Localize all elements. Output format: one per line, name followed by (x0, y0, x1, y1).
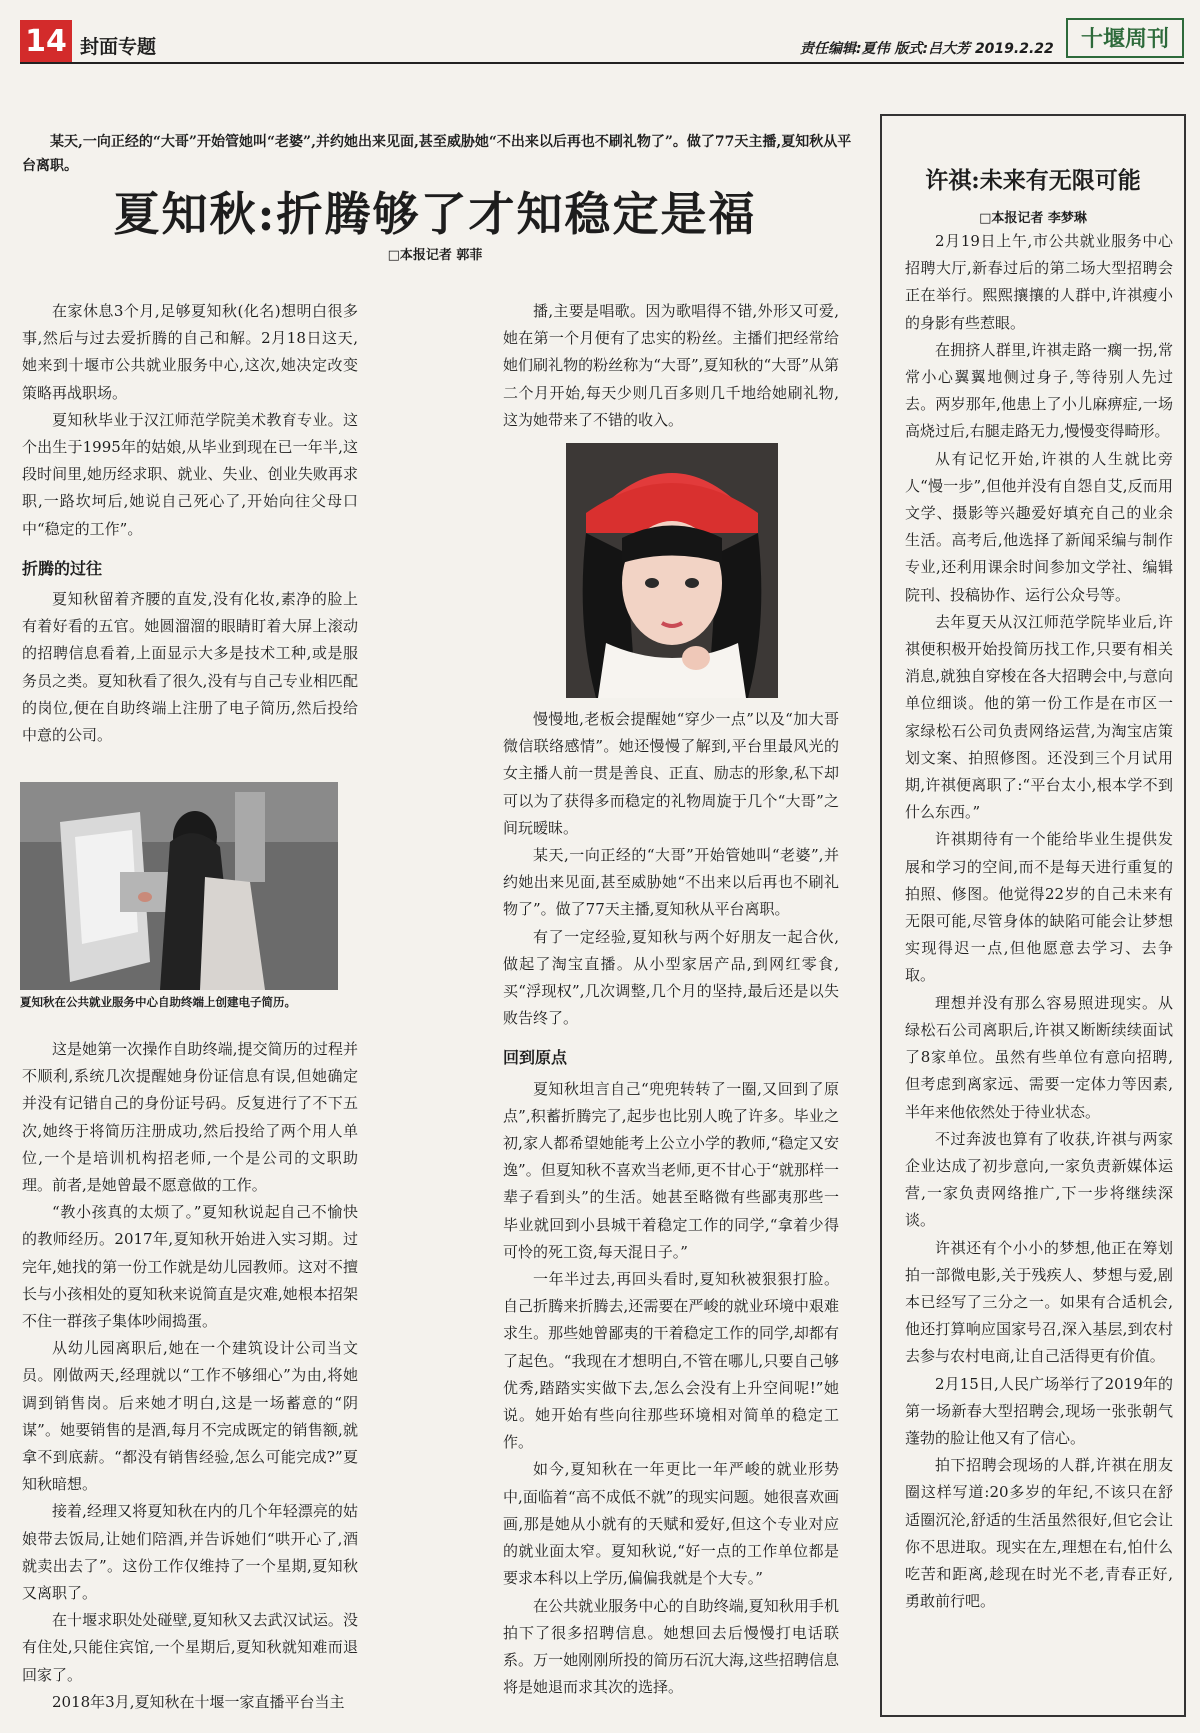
paragraph: 2月15日,人民广场举行了2019年的第一场新春大型招聘会,现场一张张朝气蓬勃的脸让他又有了信心。 (905, 1374, 1173, 1447)
main-headline: 夏知秋:折腾够了才知稳定是福 (113, 187, 757, 241)
paragraph: 接着,经理又将夏知秋在内的几个年轻漂亮的姑娘带去饭局,让她们陪酒,并告诉她们“哄开心了,酒就卖出去了”。这份工作仅维持了一个星期,夏知秋又离职了。 (22, 1502, 358, 1603)
paragraph: 有了一定经验,夏知秋与两个好朋友一起合伙,做起了淘宝直播。从小型家居产品,到网红零食,买“浮现权”,几次调整,几个月的坚持,最后还是以失败告终了。 (503, 927, 839, 1028)
terminal-photo (20, 782, 338, 990)
paragraph: 夏知秋毕业于汉江师范学院美术教育专业。这个出生于1995年的姑娘,从毕业到现在已一年半,这段时间里,她历经求职、就业、失业、创业失败再求职,一路坎坷后,她说自己死心了,开始向往父母口中“稳定的工作”。 (22, 410, 358, 538)
paragraph: 这是她第一次操作自助终端,提交简历的过程并不顺利,系统几次提醒她身份证信息有误,但她确定并没有记错自己的身份证号码。反复进行了不下五次,她终于将简历注册成功,然后投给了两个用人单位,一个是培训机构招老师,一个是公司的文职助理。前者,是她曾最不愿意做的工作。 (22, 1040, 358, 1195)
paragraph: 从有记忆开始,许祺的人生就比旁人“慢一步”,但他并没有自怨自艾,反而用文学、摄影等兴趣爱好填充自己的业余生活。高考后,他选择了新闻采编与制作专业,还利用课余时间参加文学社、编辑院刊、投稿协作、运行公众号等。 (905, 449, 1173, 604)
header-rule (20, 62, 1184, 64)
main-byline: □本报记者 郭菲 (387, 248, 483, 263)
article-column-1b (22, 1036, 358, 1716)
paragraph: 夏知秋坦言自己“兜兜转转了一圈,又回到了原点”,积蓄折腾完了,起步也比别人晚了许多。毕业之初,家人都希望她能考上公立小学的教师,“稳定又安逸”。但夏知秋不喜欢当老师,更不甘心于“就那样一辈子看到头”的生活。她甚至略微有些鄙夷那些一毕业就回到小县城干着稳定工作的同学,“拿着少得可怜的死工资,每天混日子。” (503, 1079, 839, 1261)
sidebar-column (905, 228, 1173, 1615)
article-column-2a (503, 298, 839, 434)
paragraph: 许祺还有个小小的梦想,他正在筹划拍一部微电影,关于残疾人、梦想与爱,剧本已经写了三分之一。如果有合适机会,他还打算响应国家号召,深入基层,到农村去参与农村电商,让自己活得更有价值。 (905, 1238, 1173, 1366)
sidebar-byline: □本报记者 李梦琳 (979, 211, 1087, 226)
paragraph: 夏知秋留着齐腰的直发,没有化妆,素净的脸上有着好看的五官。她圆溜溜的眼睛盯着大屏上滚动的招聘信息看着,上面显示大多是技术工种,或是服务员之类。夏知秋看了很久,没有与自己专业相匹配的岗位,便在自助终端上注册了电子简历,然后投给中意的公司。 (22, 590, 358, 745)
paragraph: 在公共就业服务中心的自助终端,夏知秋用手机拍下了很多招聘信息。她想回去后慢慢打电话联系。万一她刚刚所投的简历石沉大海,这些招聘信息将是她退而求其次的选择。 (503, 1596, 839, 1697)
portrait-photo (566, 443, 778, 698)
publication-logo: 十堰周刊 (1066, 18, 1184, 58)
paragraph: 2018年3月,夏知秋在十堰一家直播平台当主 (52, 1692, 345, 1711)
paragraph: 如今,夏知秋在一年更比一年严峻的就业形势中,面临着“高不成低不就”的现实问题。她很喜欢画画,那是她从小就有的天赋和爱好,但这个专业对应的就业面太窄。夏知秋说,“好一点的工作单位都是要求本科以上学历,偏偏我就是个大专。” (503, 1460, 839, 1588)
paragraph: 播,主要是唱歌。因为歌唱得不错,外形又可爱,她在第一个月便有了忠实的粉丝。主播们把经常给她们刷礼物的粉丝称为“大哥”,夏知秋的“大哥”从第二个月开始,每天少则几百多则几千地给她刷礼物,这为她带来了不错的收入。 (503, 302, 839, 429)
paragraph: 慢慢地,老板会提醒她“穿少一点”以及“加大哥微信联络感情”。她还慢慢了解到,平台里最风光的女主播人前一贯是善良、正直、励志的形象,私下却可以为了获得多而稳定的礼物周旋于几个“大哥”之间玩暧昧。 (503, 710, 839, 837)
section-label: 封面专题 (80, 36, 157, 58)
article-column-1a (22, 298, 358, 749)
paragraph: 一年半过去,再回头看时,夏知秋被狠狠打脸。自己折腾来折腾去,还需要在严峻的就业环境中艰难求生。那些她曾鄙夷的干着稳定工作的同学,却都有了起色。“我现在才想明白,不管在哪儿,只要自己够优秀,踏踏实实做下去,怎么会没有上升空间呢!”她说。她开始有些向往那些环境相对简单的稳定工作。 (503, 1270, 839, 1452)
paragraph: 许祺期待有一个能给毕业生提供发展和学习的空间,而不是每天进行重复的拍照、修图。他觉得22岁的自己未来有无限可能,尽管身体的缺陷可能会让梦想实现得迟一点,但他愿意去学习、去争取。 (905, 830, 1173, 985)
paragraph: 某天,一向正经的“大哥”开始管她叫“老婆”,并约她出来见面,甚至威胁她“不出来以后再也不刷礼物了”。做了77天主播,夏知秋从平台离职。 (503, 846, 839, 919)
article-column-2b (503, 706, 839, 1701)
paragraph: 去年夏天从汉江师范学院毕业后,许祺便积极开始投简历找工作,只要有相关消息,就独自穿梭在各大招聘会中,与意向单位细谈。他的第一份工作是在市区一家绿松石公司负责网络运营,为淘宝店策划文案、拍照修图。还没到三个月试用期,许祺便离职了:“平台太小,根本学不到什么东西。” (905, 612, 1173, 822)
lead-paragraph: 某天,一向正经的“大哥”开始管她叫“老婆”,并约她出来见面,甚至威胁她“不出来以后再也不刷礼物了”。做了77天主播,夏知秋从平台离职。 (22, 134, 852, 174)
paragraph: 理想并没有那么容易照进现实。从绿松石公司离职后,许祺又断断续续面试了8家单位。虽然有些单位有意向招聘,但考虑到离家远、需要一定体力等因素,半年来他依然处于待业状态。 (905, 993, 1173, 1121)
page-number-badge: 14 (20, 20, 72, 64)
editor-credits: 责任编辑:夏伟 版式:吕大芳 2019.2.22 (800, 41, 1054, 57)
section-heading: 回到原点 (503, 1048, 568, 1068)
paragraph: 不过奔波也算有了收获,许祺与两家企业达成了初步意向,一家负责新媒体运营,一家负责网络推广,下一步将继续深谈。 (905, 1129, 1173, 1230)
paragraph: “教小孩真的太烦了。”夏知秋说起自己不愉快的教师经历。2017年,夏知秋开始进入实习期。过完年,她找的第一份工作就是幼儿园教师。这对不擅长与小孩相处的夏知秋来说简直是灾难,她根本招架不住一群孩子集体吵闹捣蛋。 (22, 1203, 358, 1331)
paragraph: 拍下招聘会现场的人群,许祺在朋友圈这样写道:20多岁的年纪,不该只在舒适圈沉沦,舒适的生活虽然很好,但它会让你不思进取。现实在左,理想在右,怕什么吃苦和距离,趁现在时光不老,青春正好,勇敢前行吧。 (905, 1456, 1173, 1611)
paragraph: 在拥挤人群里,许祺走路一瘸一拐,常常小心翼翼地侧过身子,等待别人先过去。两岁那年,他患上了小儿麻痹症,一场高烧过后,右腿走路无力,慢慢变得畸形。 (905, 340, 1173, 441)
photo-caption: 夏知秋在公共就业服务中心自助终端上创建电子简历。 (20, 995, 296, 1009)
sidebar-headline: 许祺:未来有无限可能 (925, 167, 1141, 194)
paragraph: 2月19日上午,市公共就业服务中心招聘大厅,新春过后的第二场大型招聘会正在举行。熙熙攘攘的人群中,许祺瘦小的身影有些惹眼。 (905, 232, 1173, 332)
paragraph: 从幼儿园离职后,她在一个建筑设计公司当文员。刚做两天,经理就以“工作不够细心”为由,将她调到销售岗。后来她才明白,这是一场蓄意的“阴谋”。她要销售的是酒,每月不完成既定的销售额,就拿不到底薪。“都没有销售经验,怎么可能完成?”夏知秋暗想。 (22, 1339, 358, 1494)
section-heading: 折腾的过往 (22, 558, 103, 578)
paragraph: 在家休息3个月,足够夏知秋(化名)想明白很多事,然后与过去爱折腾的自己和解。2月18日这天,她来到十堰市公共就业服务中心,这次,她决定改变策略再战职场。 (22, 302, 358, 402)
paragraph: 在十堰求职处处碰壁,夏知秋又去武汉试运。没有住处,只能住宾馆,一个星期后,夏知秋就知难而退回家了。 (22, 1611, 358, 1684)
